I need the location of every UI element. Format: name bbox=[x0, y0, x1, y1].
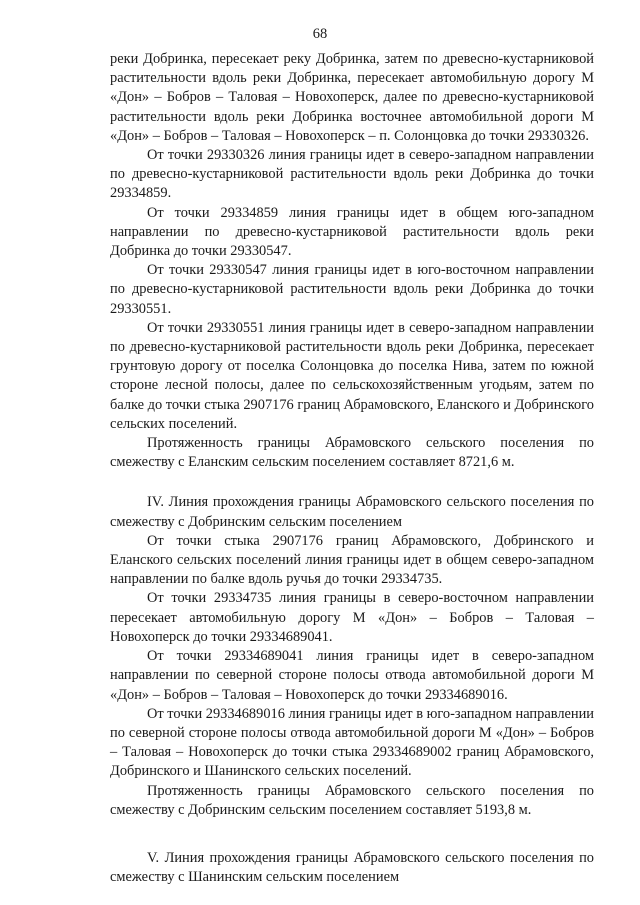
section-heading-iv: IV. Линия прохождения границы Абрамовского сельского поселения по смежеству с Добринским сельским поселением bbox=[110, 494, 594, 530]
paragraph: От точки 29334689016 линия границы идет в юго-западном направлении по северной стороне полосы отвода автомобильной дороги М «Дон» – Бобров – Таловая – Новохоперск до точки стыка 29334689002 границ Абрамовского, Добринского и Шанинского сельских поселений. bbox=[110, 705, 594, 780]
paragraph-length-summary: Протяженность границы Абрамовского сельского поселения по смежеству с Еланским сельским поселением составляет 8721,6 м. bbox=[110, 435, 594, 471]
paragraph: От точки 29330326 линия границы идет в северо-западном направлении по древесно-кустарниковой растительности вдоль реки Добринка до точки 29334859. bbox=[110, 147, 594, 202]
paragraph-length-summary: Протяженность границы Абрамовского сельского поселения по смежеству с Добринским сельским поселением составляет 5193,8 м. bbox=[110, 782, 594, 818]
paragraph: От точки 29330551 линия границы идет в северо-западном направлении по древесно-кустарниковой растительности вдоль реки Добринка, пересекает грунтовую дорогу от поселка Солонцовка до поселка Нива, затем по южной стороне лесной полосы, далее по сельскохозяйственным угодьям, затем по балке до точки стыка 2907176 границ Абрамовского, Еланского и Добринского сельских поселений. bbox=[110, 319, 594, 432]
paragraph-continuation: реки Добринка, пересекает реку Добринка, затем по древесно-кустарниковой растительности вдоль реки Добринка, пересекает автомобильную дорогу М «Дон» – Бобров – Таловая – Новохоперск, далее по древесно-кустарниковой растительности вдоль реки Добринка восточнее автомобильной дороги М «Дон» – Бобров – Таловая – Новохоперск – п. Солонцовка до точки 29330326. bbox=[110, 51, 594, 144]
document-body bbox=[110, 50, 594, 887]
paragraph: От точки 29334689041 линия границы идет в северо-западном направлении по северной стороне полосы отвода автомобильной дороги М «Дон» – Бобров – Таловая – Новохоперск до точки 29334689016. bbox=[110, 648, 594, 703]
paragraph: От точки 29334859 линия границы идет в общем юго-западном направлении по древесно-кустарниковой растительности вдоль реки Добринка до точки 29330547. bbox=[110, 204, 594, 260]
page-number: 68 bbox=[312, 26, 328, 42]
paragraph: От точки стыка 2907176 границ Абрамовского, Добринского и Еланского сельских поселений линия границы идет в общем северо-западном направлении по балке вдоль ручья до точки 29334735. bbox=[110, 532, 594, 588]
section-heading-v: V. Линия прохождения границы Абрамовского сельского поселения по смежеству с Шанинским сельским поселением bbox=[110, 849, 594, 886]
paragraph: От точки 29334735 линия границы в северо-восточном направлении пересекает автомобильную дорогу М «Дон» – Бобров – Таловая – Новохоперск до точки 29334689041. bbox=[110, 590, 594, 645]
paragraph: От точки 29330547 линия границы идет в юго-восточном направлении по древесно-кустарниковой растительности вдоль реки Добринка до точки 29330551. bbox=[110, 262, 594, 317]
